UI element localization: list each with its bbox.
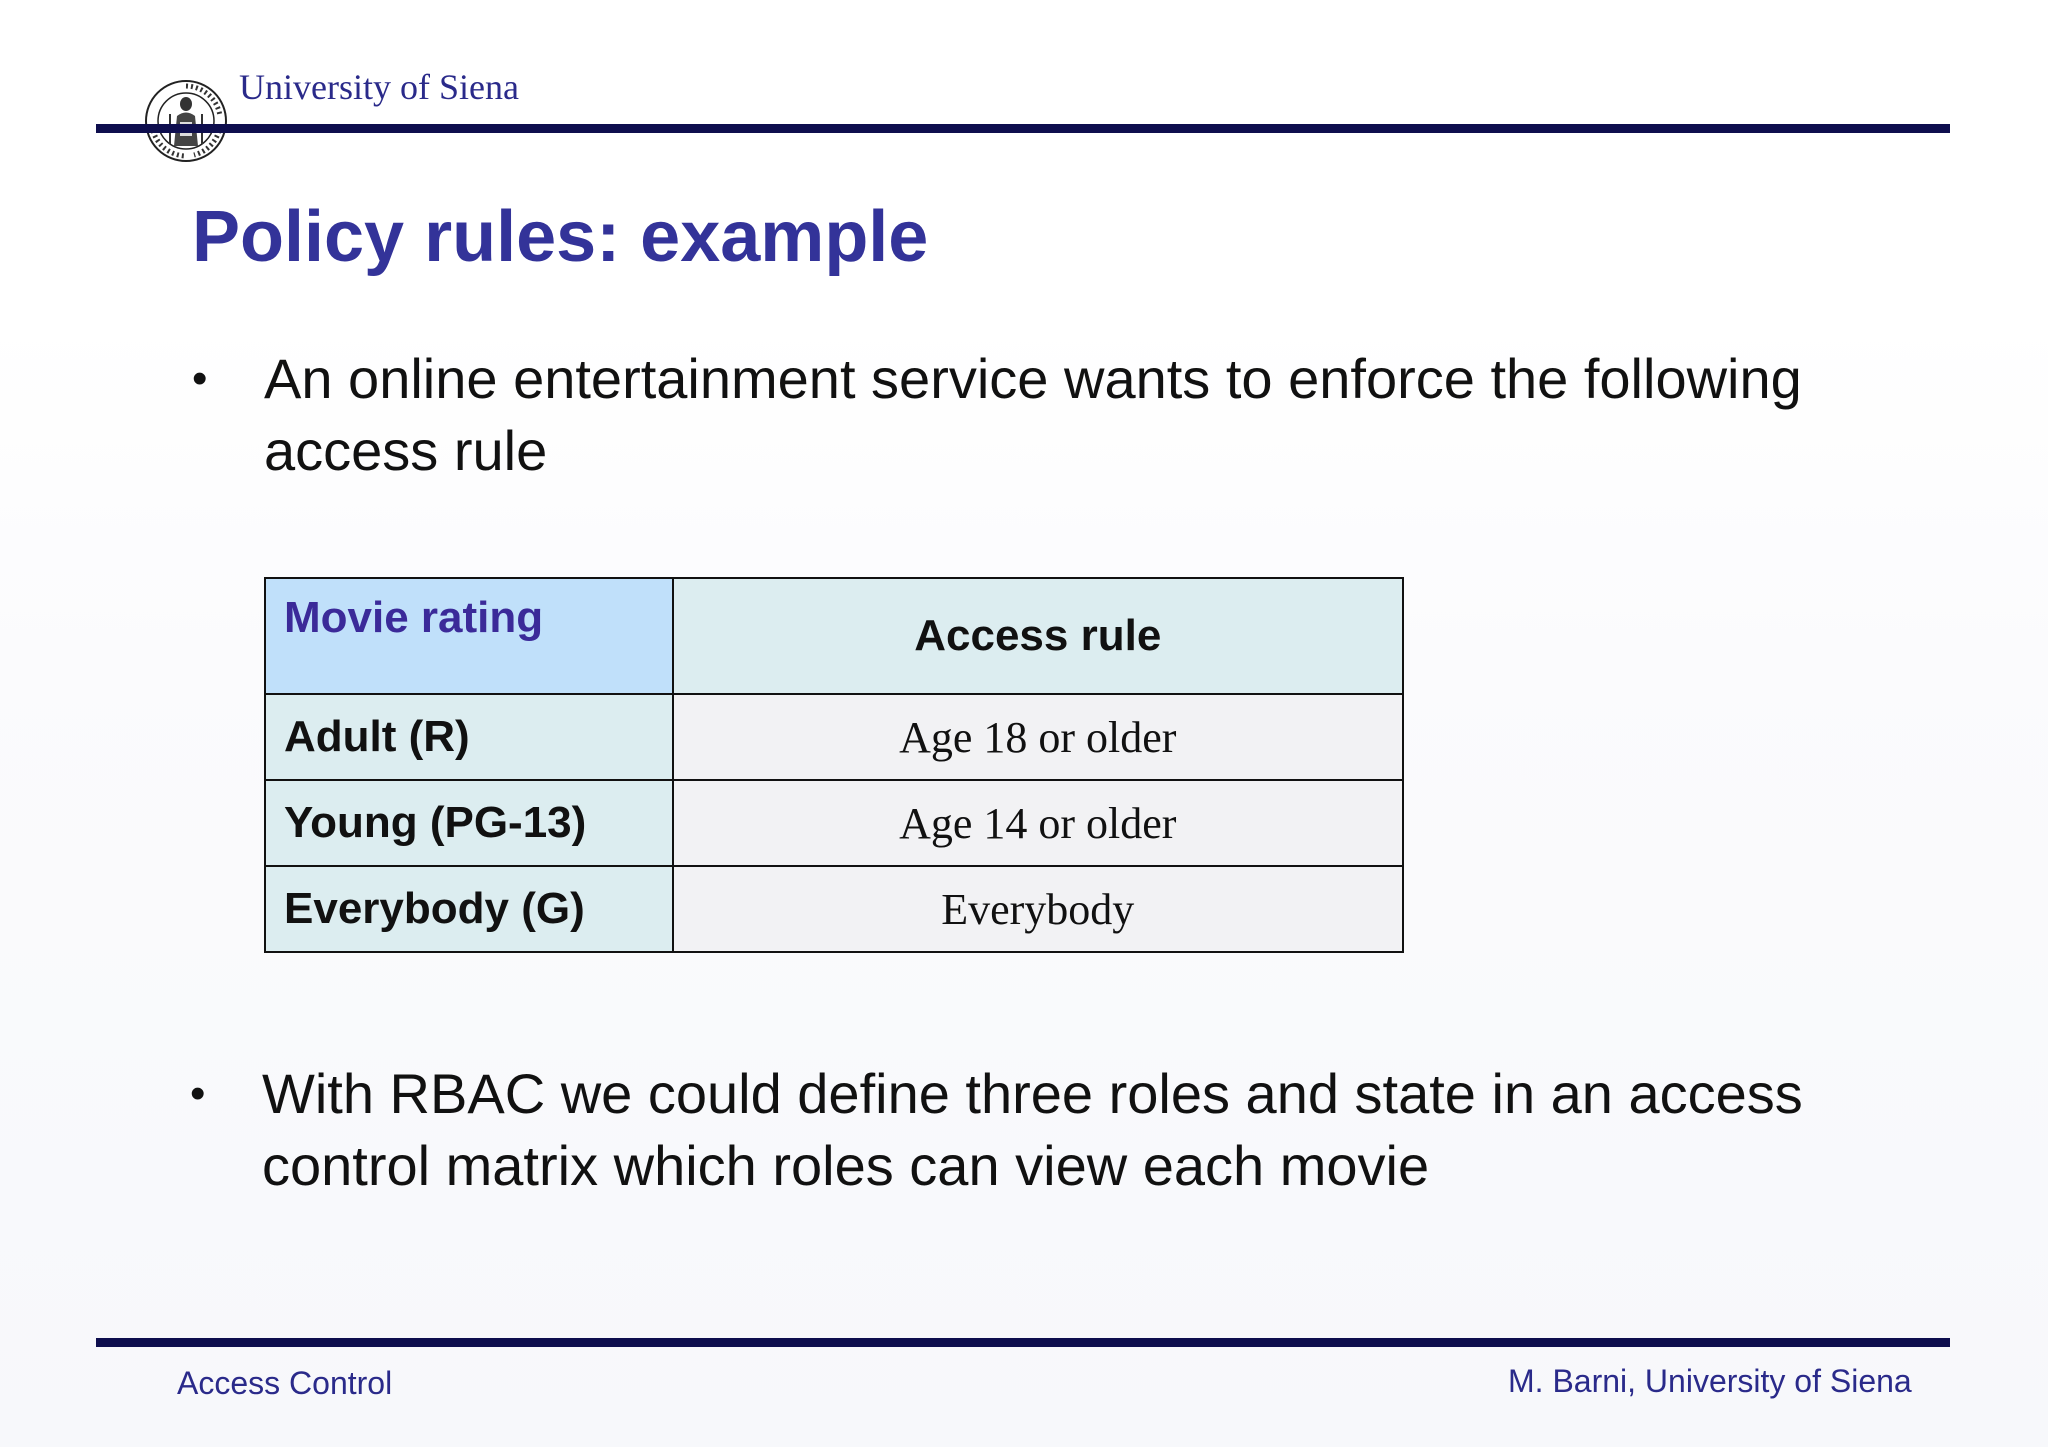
rating-label: Young (PG-13) [284,798,587,847]
bullet-text: An online entertainment service wants to enforce the following access rule [264,347,1802,482]
institution-name: University of Siena [239,67,519,107]
footer-rule [96,1338,1950,1347]
table-cell-rule: Everybody [673,866,1403,952]
slide-title: Policy rules: example [192,197,929,277]
bullet-marker: • [192,354,208,403]
footer-author: M. Barni, University of Siena [1508,1363,1912,1399]
footer-course-title: Access Control [177,1365,393,1401]
table-cell-rating [265,780,673,866]
table-row [265,866,1403,952]
table-cell-rating [265,694,673,780]
table-row [265,780,1403,866]
table-header-rule: Access rule [673,578,1403,694]
bullet-item [192,343,1912,493]
table-header-row [265,578,1403,694]
table-cell-rule: Age 14 or older [673,780,1403,866]
header-rule [96,124,1950,133]
bullet-text: With RBAC we could define three roles and state in an access control matrix which roles can view each movie [262,1062,1803,1197]
bullet-item [190,1058,1910,1208]
rating-label: Everybody (G) [284,884,585,933]
table-header-rating [265,578,673,694]
university-seal-icon [144,76,228,166]
bullet-marker: • [190,1069,206,1118]
table-cell-rating [265,866,673,952]
table-cell-rule: Age 18 or older [673,694,1403,780]
table-row [265,694,1403,780]
access-rule-table [264,577,1404,953]
table-header-rating-label: Movie rating [284,593,544,642]
rating-label: Adult (R) [284,712,470,761]
